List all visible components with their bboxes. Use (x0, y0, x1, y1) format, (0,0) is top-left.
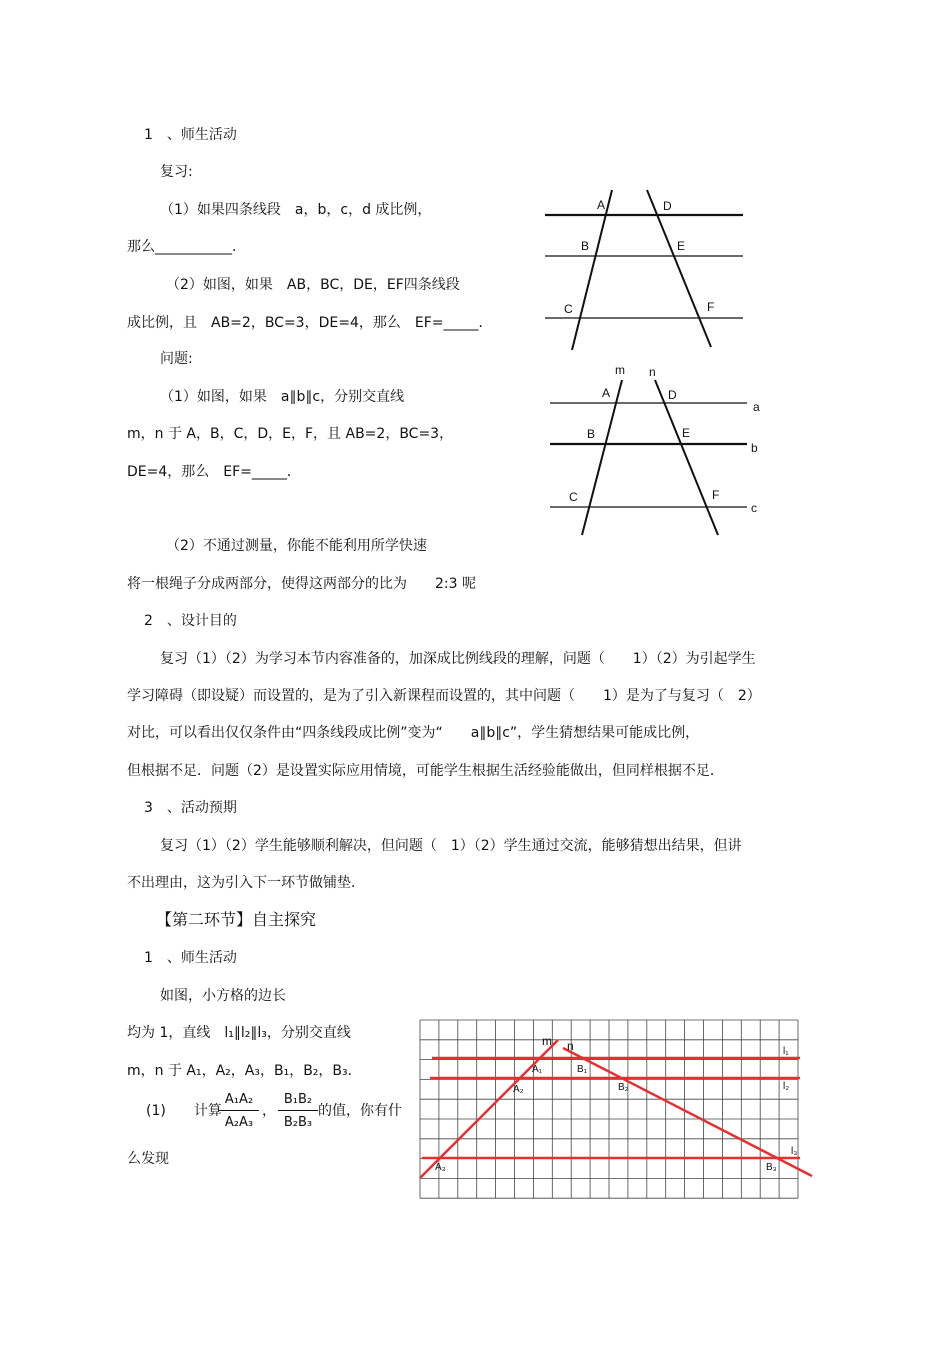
label-c: c (751, 501, 757, 515)
label-l2: l₂ (783, 1081, 790, 1092)
label-B3: B₃ (766, 1162, 777, 1173)
label-n: n (567, 1039, 574, 1053)
design-para-line2: 学习障碍（即设疑）而设置的，是为了引入新课程而设置的，其中问题（ 1）是为了与复习（ 2） (127, 688, 761, 704)
label-F: F (707, 300, 715, 314)
label-A3: A₃ (435, 1162, 446, 1173)
label-E: E (682, 426, 691, 440)
expect-para-line1: 复习（1）（2）学生能够顺利解决，但问题（ 1）（2）学生通过交流，能够猜想出结果，但讲 (160, 838, 742, 854)
transversal-right (647, 190, 711, 347)
calc-prefix: (1) 计算 (146, 1103, 222, 1119)
figure-proportional-segments (535, 185, 755, 360)
label-C: C (564, 302, 573, 316)
question-1-line1: （1）如图，如果 a∥b∥c，分别交直线 (160, 389, 405, 405)
label-m: m (615, 363, 625, 377)
question-1-line2: m，n 于 A，B，C，D，E，F，且 AB=2，BC=3， (127, 426, 454, 442)
question-2-line1: （2）不通过测量，你能不能利用所学快速 (166, 538, 427, 554)
calc-suffix: 的值，你有什 (318, 1103, 402, 1119)
question-2-line2: 将一根绳子分成两部分，使得这两部分的比为 2:3 呢 (127, 576, 476, 592)
label-A: A (597, 198, 606, 212)
explore-line2: 均为 1，直线 l₁∥l₂∥l₃，分别交直线 (127, 1025, 351, 1041)
explore-line1: 如图，小方格的边长 (160, 988, 286, 1004)
fraction-a-denominator: A₂A₃ (224, 1115, 254, 1130)
fraction-b-numerator: B₁B₂ (278, 1092, 318, 1111)
figure-parallel-lines (540, 360, 770, 540)
label-A1: A₁ (532, 1064, 543, 1075)
fraction-a (219, 1092, 259, 1131)
section-2-heading: 2 、设计目的 (144, 613, 237, 629)
review-2-line1: （2）如图，如果 AB，BC，DE，EF四条线段 (166, 277, 460, 293)
grid (420, 1020, 798, 1198)
fraction-a-numerator: A₁A₂ (219, 1092, 259, 1111)
label-A2: A₂ (513, 1084, 524, 1095)
review-label: 复习: (160, 164, 193, 180)
design-para-line4: 但根据不足．问题（2）是设置实际应用情境，可能学生根据生活经验能做出，但同样根据不足． (127, 763, 724, 779)
label-C: C (569, 490, 578, 504)
label-B: B (581, 239, 590, 253)
label-A: A (602, 386, 611, 400)
design-para-line1: 复习（1）（2）为学习本节内容准备的，加深成比例线段的理解，问题（ 1）（2）为引起学生 (160, 651, 756, 667)
section-1-heading: 1 、师生活动 (144, 127, 237, 143)
label-a: a (753, 400, 760, 414)
label-B: B (587, 427, 596, 441)
review-2-line2: 成比例，且 AB=2，BC=3，DE=4，那么 EF=_____． (127, 315, 493, 331)
label-D: D (668, 388, 677, 402)
label-n: n (649, 365, 656, 379)
part-2-section-heading: 1 、师生活动 (144, 950, 237, 966)
label-m: m (542, 1034, 552, 1048)
explore-line5: 么发现 (127, 1151, 169, 1167)
label-l3: l₃ (791, 1146, 798, 1157)
label-B2: B₂ (618, 1082, 629, 1093)
figure-grid-parallel-lines (410, 1010, 830, 1210)
label-l1: l₁ (783, 1046, 789, 1057)
label-D: D (663, 199, 672, 213)
expect-para-line2: 不出理由，这为引入下一环节做铺垫． (127, 875, 365, 891)
fraction-b-denominator: B₂B₃ (283, 1115, 313, 1130)
question-1-line3: DE=4，那么 EF=_____． (127, 464, 301, 480)
label-F: F (712, 488, 720, 502)
explore-line3: m，n 于 A₁，A₂，A₃，B₁，B₂，B₃． (127, 1063, 362, 1079)
label-E: E (677, 239, 686, 253)
calc-comma: ， (262, 1103, 276, 1119)
review-1-line2: 那么___________． (127, 239, 246, 255)
part-2-title: 【第二环节】自主探究 (156, 910, 317, 929)
section-3-heading: 3 、活动预期 (144, 800, 237, 816)
label-b: b (751, 441, 758, 455)
label-B1: B₁ (577, 1064, 588, 1075)
design-para-line3: 对比，可以看出仅仅条件由“四条线段成比例”变为“ a∥b∥c”，学生猜想结果可能成比例， (127, 725, 700, 741)
question-label: 问题: (160, 351, 193, 367)
review-1-line1: （1）如果四条线段 a，b，c，d 成比例， (160, 202, 432, 218)
fraction-b (278, 1092, 318, 1131)
